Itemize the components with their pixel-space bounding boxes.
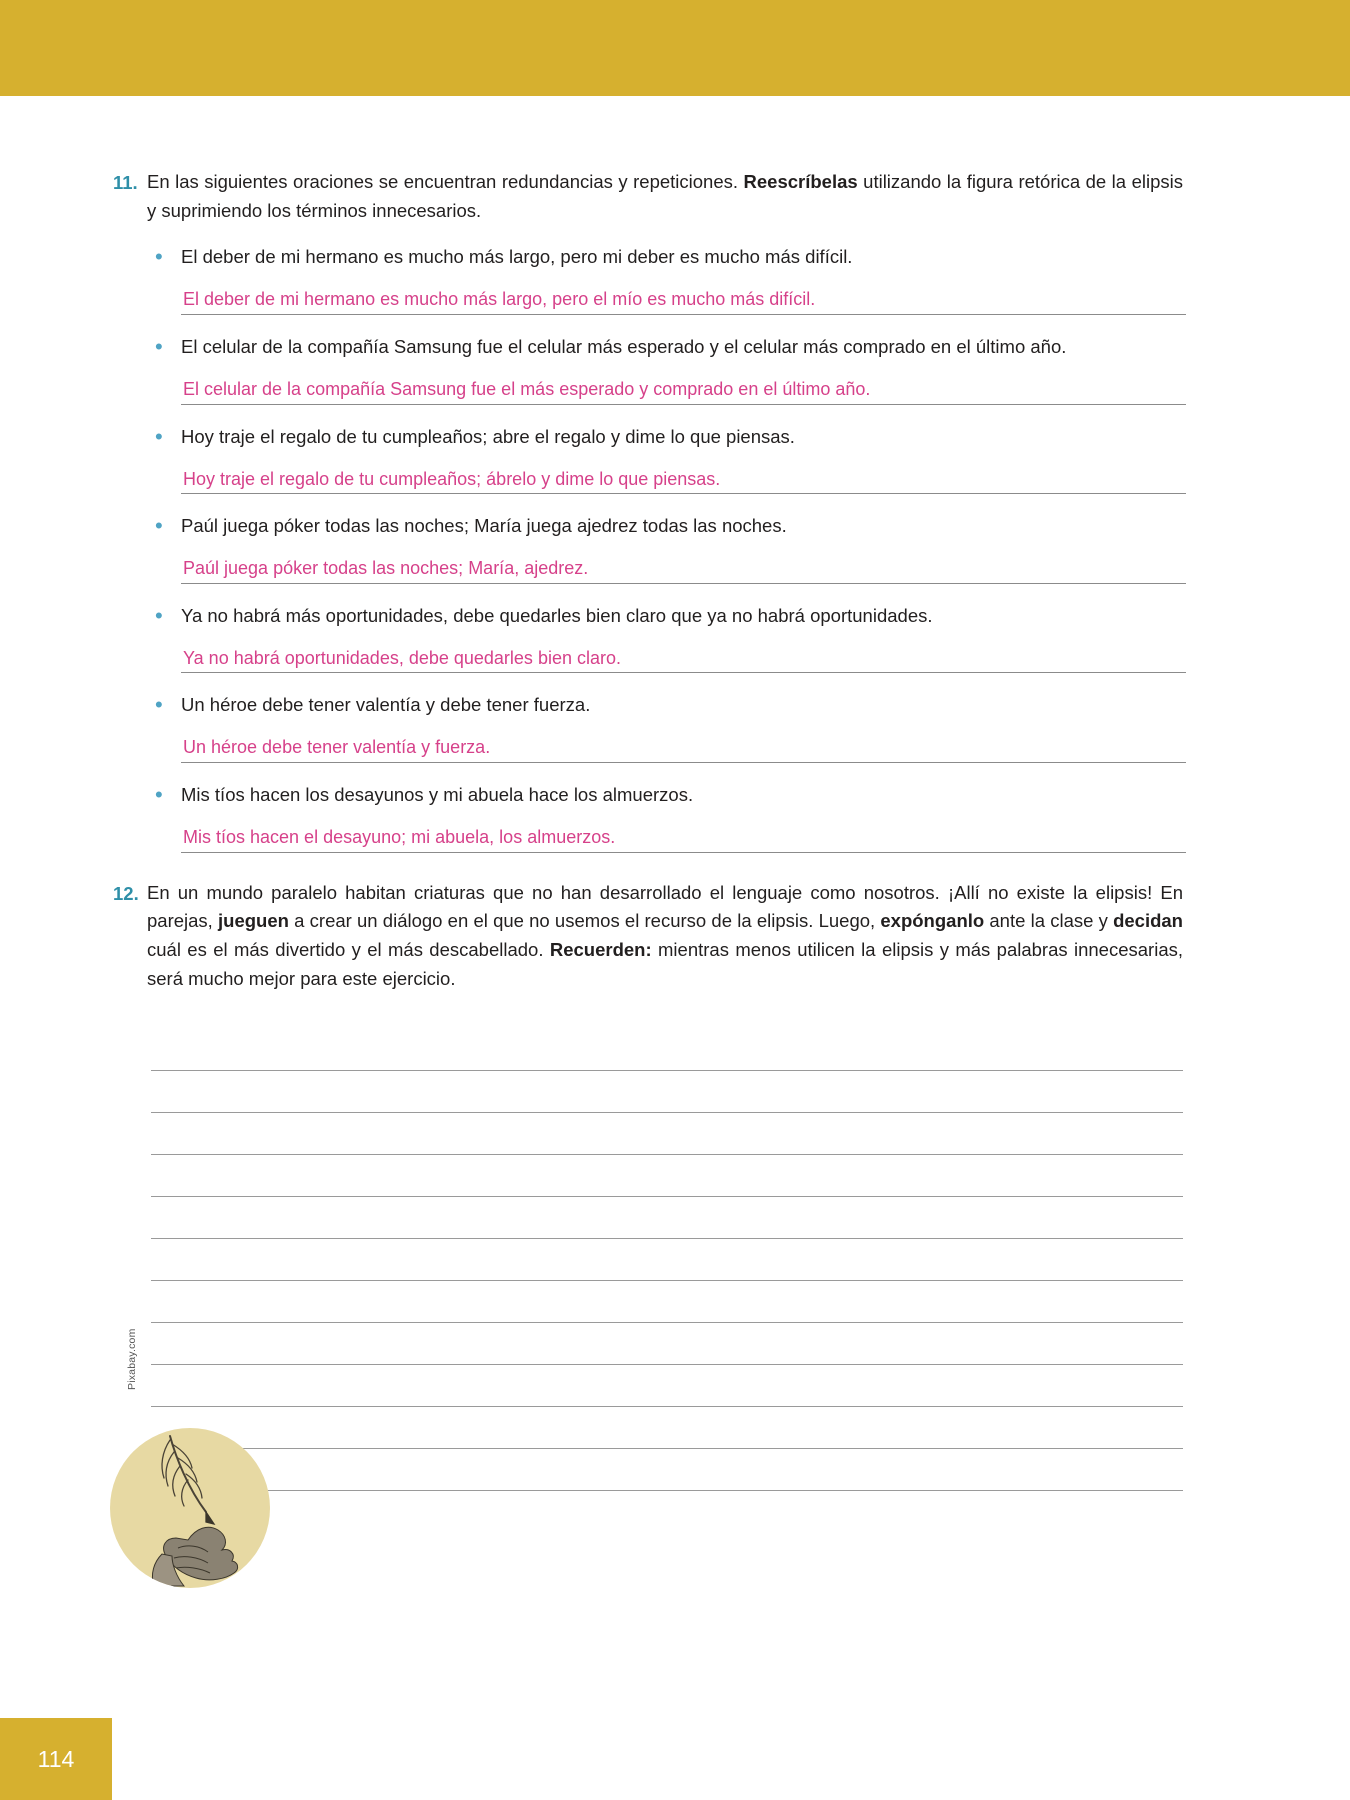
exercise-12-seg-5: decidan [1113, 910, 1183, 932]
answer-field[interactable] [181, 460, 1186, 494]
answer-text: El deber de mi hermano es mucho más largo, pero el mío es mucho más difícil. [183, 289, 816, 310]
blank-writing-line[interactable] [151, 1197, 1183, 1239]
bullet-icon: • [155, 513, 163, 539]
blank-writing-line[interactable] [151, 1323, 1183, 1365]
blank-writing-line[interactable] [151, 1071, 1183, 1113]
answer-rule [181, 314, 1186, 315]
answer-rule [181, 493, 1186, 494]
exercise-11-number: 11. [113, 172, 138, 193]
blank-writing-line[interactable] [151, 1155, 1183, 1197]
page-body [0, 96, 1350, 1800]
answer-field[interactable] [181, 371, 1186, 405]
blank-writing-line[interactable] [151, 1365, 1183, 1407]
exercise-11-intro-part2: utilizando la figura retórica de la elipsis y suprimiendo los términos innecesarios. [147, 171, 1183, 221]
answer-rule [181, 583, 1186, 584]
exercise-11 [113, 168, 1183, 225]
quill-drawing-icon [110, 1428, 270, 1588]
page-content [113, 168, 1183, 1491]
exercise-11-instructions [147, 168, 1183, 225]
bullet-icon: • [155, 692, 163, 718]
sentence-prompt: Ya no habrá más oportunidades, debe quedarles bien claro que ya no habrá oportunidades. [181, 604, 933, 626]
list-item [149, 333, 1183, 405]
answer-rule [181, 852, 1186, 853]
list-item [149, 691, 1183, 763]
exercise-11-intro-bold: Reescríbelas [743, 171, 858, 192]
list-item [149, 602, 1183, 674]
bullet-icon: • [155, 602, 163, 628]
exercise-11-intro-part1: En las siguientes oraciones se encuentran redundancias y repeticiones. [147, 171, 744, 192]
blank-writing-line[interactable] [151, 1239, 1183, 1281]
bullet-icon: • [155, 244, 163, 270]
exercise-12-number: 12. [113, 882, 139, 904]
exercise-12-instructions [147, 879, 1183, 994]
sentence-prompt: El celular de la compañía Samsung fue el celular más esperado y el celular más comprado en el último año. [181, 335, 1067, 357]
sentence-prompt: Un héroe debe tener valentía y debe tener fuerza. [181, 694, 591, 716]
bullet-icon: • [155, 333, 163, 359]
page-number: 114 [0, 1718, 112, 1800]
exercise-12-seg-1: jueguen [218, 910, 289, 932]
exercise-12-seg-0: En un mundo paralelo habitan criaturas que no han desarrollado el lenguaje como nosotros. ¡Allí no existe la elipsis! En parejas, [147, 881, 1183, 932]
top-decorative-band [0, 0, 1350, 96]
answer-field[interactable] [181, 550, 1186, 584]
answer-text: Ya no habrá oportunidades, debe quedarles bien claro. [183, 647, 621, 668]
answer-text: Hoy traje el regalo de tu cumpleaños; ábrelo y dime lo que piensas. [183, 468, 721, 489]
exercise-12-seg-8: mientras menos utilicen la elipsis y más palabras innecesarias, será mucho mejor para este ejercicio. [147, 938, 1183, 989]
answer-field[interactable] [181, 819, 1186, 853]
image-credit: Pixabay.com [126, 1328, 138, 1390]
answer-lines-area[interactable] [151, 1029, 1183, 1491]
blank-writing-line[interactable] [151, 1449, 1183, 1491]
exercise-11-item-list [113, 243, 1183, 852]
answer-text: Mis tíos hacen el desayuno; mi abuela, los almuerzos. [183, 826, 616, 847]
answer-text: Un héroe debe tener valentía y fuerza. [183, 737, 491, 758]
quill-illustration [110, 1428, 270, 1588]
sentence-prompt: Paúl juega póker todas las noches; María juega ajedrez todas las noches. [181, 515, 787, 537]
answer-rule [181, 404, 1186, 405]
sentence-prompt: Mis tíos hacen los desayunos y mi abuela hace los almuerzos. [181, 783, 694, 805]
exercise-12-seg-7: Recuerden: [549, 938, 652, 960]
blank-writing-line[interactable] [151, 1029, 1183, 1071]
answer-field[interactable] [181, 639, 1186, 673]
exercise-12-seg-6: cuál es el más divertido y el más descabellado. [147, 938, 550, 960]
list-item [149, 781, 1183, 853]
exercise-12-seg-4: ante la clase y [984, 910, 1114, 932]
blank-writing-line[interactable] [151, 1281, 1183, 1323]
bullet-icon: • [155, 423, 163, 449]
answer-field[interactable] [181, 281, 1186, 315]
answer-rule [181, 762, 1186, 763]
answer-field[interactable] [181, 729, 1186, 763]
answer-text: El celular de la compañía Samsung fue el más esperado y comprado en el último año. [183, 378, 871, 399]
exercise-12-seg-2: a crear un diálogo en el que no usemos el recurso de la elipsis. Luego, [288, 910, 881, 932]
list-item [149, 512, 1183, 584]
list-item [149, 423, 1183, 495]
list-item [149, 243, 1183, 315]
sentence-prompt: Hoy traje el regalo de tu cumpleaños; abre el regalo y dime lo que piensas. [181, 425, 795, 447]
bullet-icon: • [155, 781, 163, 807]
blank-writing-line[interactable] [151, 1113, 1183, 1155]
answer-text: Paúl juega póker todas las noches; María, ajedrez. [183, 558, 589, 579]
exercise-12-seg-3: expónganlo [880, 910, 985, 932]
answer-rule [181, 672, 1186, 673]
blank-writing-line[interactable] [151, 1407, 1183, 1449]
sentence-prompt: El deber de mi hermano es mucho más largo, pero mi deber es mucho más difícil. [181, 246, 853, 268]
exercise-12 [113, 879, 1183, 994]
